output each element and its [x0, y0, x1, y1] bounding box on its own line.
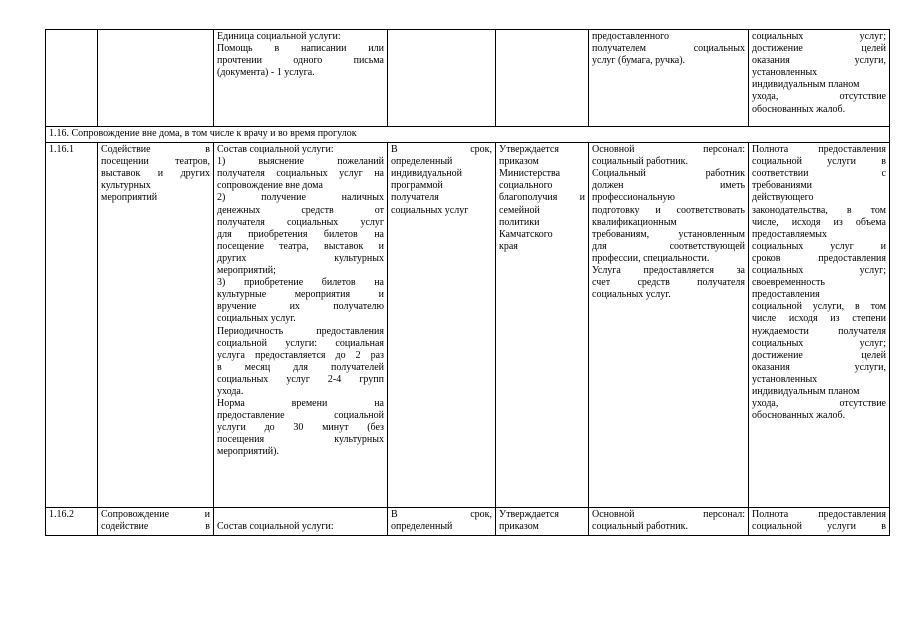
text-line: законодательства, в том: [752, 204, 886, 216]
text-line: определенный: [391, 521, 453, 533]
text-line: получателя социальных услуг: [217, 216, 384, 228]
service-approval: [496, 508, 589, 536]
composition-line: Помощь в написании или: [217, 43, 384, 55]
text-line: профессии, специальности.: [592, 252, 710, 264]
text-line: социальной услуги в: [752, 521, 886, 533]
text-line: Сопровождение и: [101, 509, 210, 521]
text-line: посещения культурных: [217, 434, 384, 446]
text-line: требованиями: [752, 180, 813, 192]
text-line: Полнота предоставления: [752, 509, 886, 521]
text-line: для соответствующей: [592, 240, 745, 252]
text-line: нуждаемости получателя: [752, 325, 886, 337]
text-line: предоставление социальной: [217, 410, 384, 422]
text-line: в месяц для получателей: [217, 361, 384, 373]
text-line: требованиям, установленным: [592, 228, 745, 240]
text-line: Основной персонал:: [592, 509, 745, 521]
text-line: социальных услуг;: [752, 31, 886, 42]
text-line: определенный: [391, 156, 453, 168]
text-line: услуга предоставляется до 2 раз: [217, 349, 384, 361]
service-name-line: Содействие в: [101, 144, 210, 156]
text-line: 2) получение наличных: [217, 192, 384, 204]
text-line: социальных услуг;: [752, 337, 886, 349]
section-row: [46, 127, 890, 143]
cell-personnel: [589, 30, 749, 127]
cell-term: [388, 30, 496, 127]
text-line: числе исходя из степени: [752, 313, 886, 325]
cell-quality: [749, 30, 890, 127]
text-line: Полнота предоставления: [752, 144, 886, 156]
text-line: услуг (бумага, ручка).: [592, 55, 686, 67]
text-line: Социальный работник: [592, 168, 745, 180]
text-line: сроков предоставления: [752, 252, 886, 264]
text-line: содействие в: [101, 521, 210, 533]
text-line: действующего: [752, 192, 814, 204]
text-line: оказания услуги,: [752, 361, 886, 373]
text-line: соответствии с: [752, 168, 886, 180]
text-line: достижение целей: [752, 349, 886, 361]
text-line: сопровождение вне дома: [217, 180, 323, 192]
text-line: Состав социальной услуги:: [217, 144, 334, 156]
text-line: получателем социальных: [592, 43, 745, 55]
text-line: социальных услуг.: [217, 313, 296, 325]
service-quality: [749, 508, 890, 536]
text-line: обоснованных жалоб.: [752, 103, 846, 115]
text-line: социальной услуги в: [752, 156, 886, 168]
text-line: мероприятий).: [217, 446, 279, 458]
text-line: программой: [391, 180, 443, 192]
text-line: В срок,: [391, 144, 492, 156]
service-name-line: посещении театров,: [101, 156, 210, 168]
text-line: Услуга предоставляется за: [592, 265, 745, 277]
text-line: своевременность: [752, 277, 825, 289]
text-line: социальной услуги, в том: [752, 301, 886, 313]
text-line: индивидуальной: [391, 168, 462, 180]
text-line: Утверждается: [499, 144, 559, 156]
text-line: края: [499, 240, 518, 252]
service-name-line: мероприятий: [101, 192, 158, 204]
composition-heading: Единица социальной услуги:: [217, 31, 341, 42]
text-line: приказом: [499, 156, 539, 168]
service-composition: [214, 143, 388, 508]
text-line: В срок,: [391, 509, 492, 521]
text-line: денежных средств от: [217, 204, 384, 216]
service-personnel: [589, 143, 749, 508]
text-line: социальный работник.: [592, 156, 688, 168]
cell-approval: [496, 30, 589, 127]
text-line: оказания услуги,: [752, 55, 886, 67]
service-approval: [496, 143, 589, 508]
text-line: других культурных: [217, 252, 384, 264]
text-line: Камчатского: [499, 228, 553, 240]
service-name: [98, 508, 214, 536]
composition-line: (документа) - 1 услуга.: [217, 67, 315, 79]
text-line: установленных: [752, 373, 818, 385]
text-line: Утверждается: [499, 509, 559, 521]
section-title: 1.16. Сопровождение вне дома, в том числе к врачу и во время прогулок: [46, 127, 890, 143]
service-quality: [749, 143, 890, 508]
text-line: политики: [499, 216, 540, 228]
text-line: 1) выяснение пожеланий: [217, 156, 384, 168]
text-line: счет средств получателя: [592, 277, 745, 289]
text-line: должен иметь: [592, 180, 745, 192]
text-line: предоставления: [752, 289, 820, 301]
text-line: для приобретения билетов на: [217, 228, 384, 240]
text-line: получателя: [391, 192, 439, 204]
text-line: обоснованных жалоб.: [752, 410, 846, 422]
text-line: социальный работник.: [592, 521, 688, 533]
text-line: индивидуальным планом: [752, 79, 860, 91]
text-line: культурные мероприятия и: [217, 289, 384, 301]
composition-line: прочтении одного письма: [217, 55, 384, 67]
text-line: предоставляемых: [752, 228, 828, 240]
text-line: посещение театра, выставок и: [217, 240, 384, 252]
text-line: подготовку и соответствовать: [592, 204, 745, 216]
text-line: профессиональную: [592, 192, 675, 204]
service-composition: [214, 508, 388, 536]
text-line: ухода.: [217, 385, 244, 397]
text-line: Основной персонал:: [592, 144, 745, 156]
row-number: 1.16.2: [46, 508, 98, 536]
service-personnel: [589, 508, 749, 536]
service-row-1-16-2: [46, 508, 890, 536]
text-line: индивидуальным планом: [752, 385, 860, 397]
text-line: Министерства: [499, 168, 561, 180]
service-name-line: культурных: [101, 180, 151, 192]
cell-service-name: [98, 30, 214, 127]
text-line: достижение целей: [752, 43, 886, 55]
text-line: установленных: [752, 67, 818, 79]
text-line: социальных услуг.: [592, 289, 671, 301]
text-line: ухода, отсутствие: [752, 91, 886, 103]
cell-composition: [214, 30, 388, 127]
row-number: 1.16.1: [46, 143, 98, 508]
text-line: социальной услуги: социальная: [217, 337, 384, 349]
text-line: Норма времени на: [217, 398, 384, 410]
service-term: [388, 508, 496, 536]
text-line: приказом: [499, 521, 539, 533]
composition-heading: Состав социальной услуги:: [217, 521, 334, 533]
text-line: социальных услуг: [391, 204, 469, 216]
cell-number: [46, 30, 98, 127]
text-line: услуги до 30 минут (без: [217, 422, 384, 434]
service-name-line: выставок и других: [101, 168, 210, 180]
text-line: социального: [499, 180, 553, 192]
text-line: предоставленного: [592, 31, 669, 42]
text-line: социальных услуг;: [752, 265, 886, 277]
text-line: социальных услуг 2-4 групп: [217, 373, 384, 385]
service-name: [98, 143, 214, 508]
text-line: Периодичность предоставления: [217, 325, 384, 337]
service-term: [388, 143, 496, 508]
continuation-row: [46, 30, 890, 127]
service-row-1-16-1: [46, 143, 890, 508]
text-line: семейной: [499, 204, 540, 216]
text-line: числе, исходя из объема: [752, 216, 886, 228]
text-line: 3) приобретение билетов на: [217, 277, 384, 289]
text-line: ухода, отсутствие: [752, 398, 886, 410]
text-line: мероприятий;: [217, 265, 276, 277]
text-line: получателя социальных услуг на: [217, 168, 384, 180]
text-line: социальных услуг и: [752, 240, 886, 252]
text-line: вручение их получателю: [217, 301, 384, 313]
text-line: квалификационным: [592, 216, 677, 228]
text-line: благополучия и: [499, 192, 585, 204]
services-standard-table: [45, 29, 890, 536]
